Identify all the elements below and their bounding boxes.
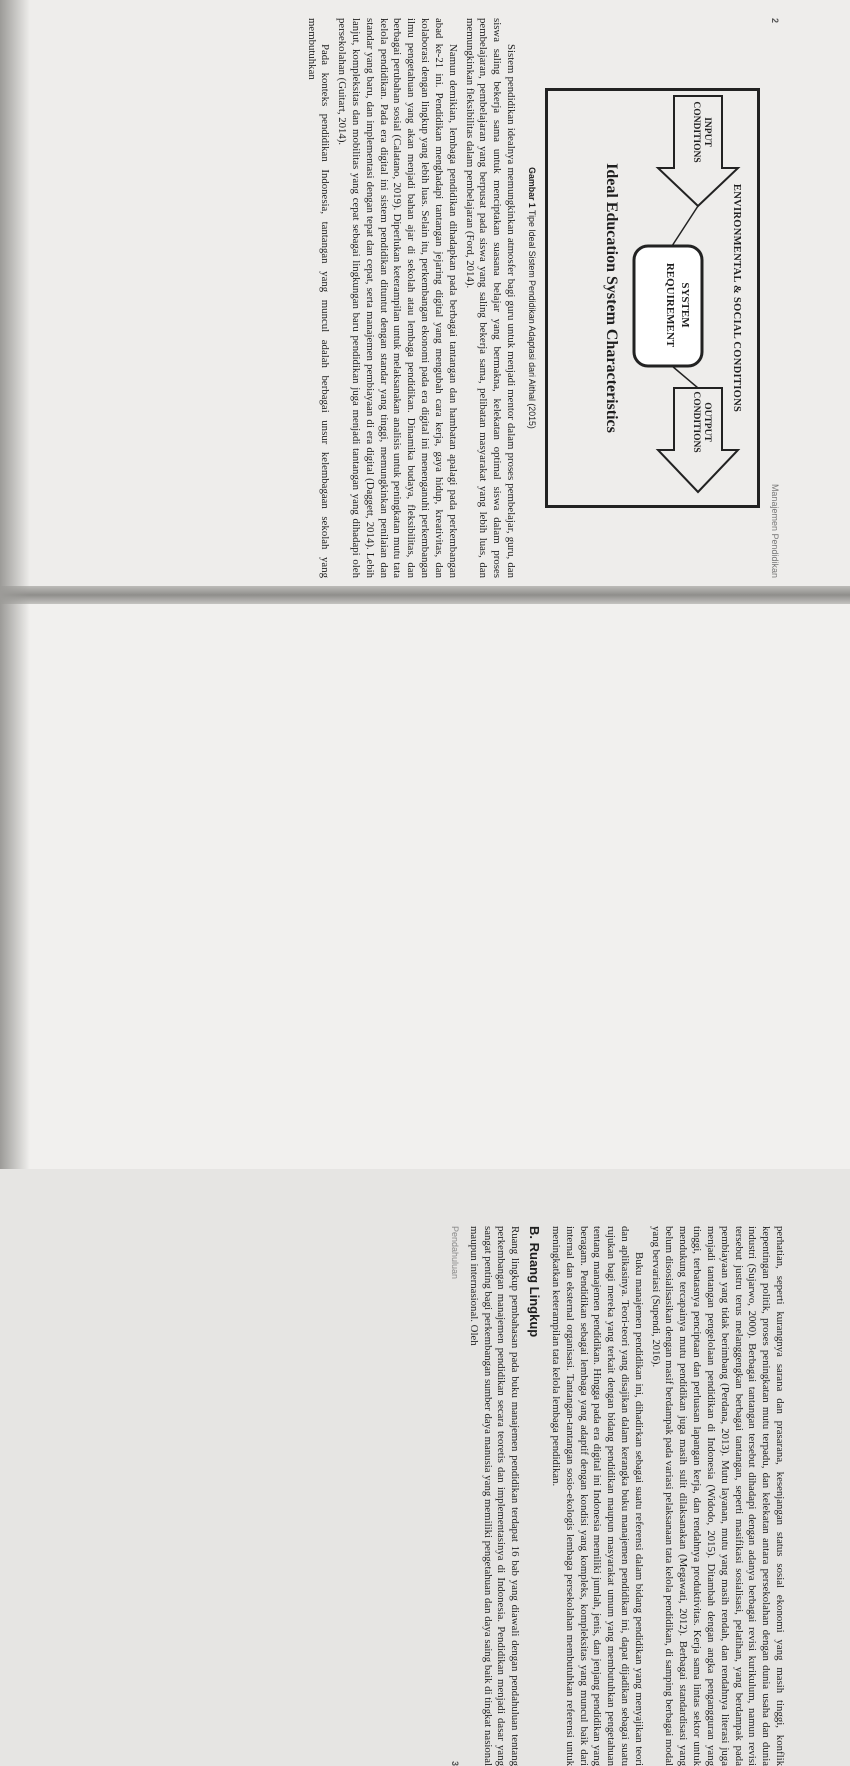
- section-heading: B. Ruang Lingkup: [527, 1226, 543, 1338]
- bottom-page-footer: [450, 1226, 460, 1766]
- output-label: [689, 390, 712, 454]
- output-label-line2: CONDITIONS: [690, 391, 701, 453]
- diagram-arrows: [545, 88, 760, 508]
- top-running-head: Manajemen Pendidikan: [770, 483, 780, 578]
- output-label-line1: OUTPUT: [702, 402, 712, 442]
- caption-text: Tipe Ideal Sistem Pendidikan Adaptasi dari Aithal (2015): [527, 207, 537, 429]
- top-page-content: [60, 18, 780, 578]
- scan-edge-shadow: [0, 0, 30, 1169]
- caption-label: Gambar 1: [527, 167, 537, 208]
- top-page-number: 2: [770, 18, 780, 24]
- top-page: [0, 0, 850, 586]
- system-label-line1: SYSTEM: [679, 282, 691, 328]
- system-label-line2: REQUIREMENT: [664, 262, 677, 348]
- paragraph: Pada konteks pendidikan Indonesia, tantangan yang muncul adalah berbagai unsur kelembagaan sekolah yang membutuhkan: [305, 18, 332, 578]
- bottom-running-head: Pendahuluan: [449, 1226, 460, 1280]
- bottom-page: [0, 604, 850, 1766]
- bottom-page-content: [106, 1226, 786, 1766]
- input-label-line2: CONDITIONS: [690, 101, 701, 163]
- diagram-title: Ideal Education System Characteristics: [603, 163, 620, 433]
- diagram-env-label: ENVIRONMENTAL & SOCIAL CONDITIONS: [731, 183, 742, 413]
- system-label: [662, 255, 692, 355]
- input-label-line1: INPUT: [702, 117, 712, 147]
- education-system-diagram: [545, 88, 760, 508]
- input-label: [689, 98, 712, 166]
- paragraph: Namun demikian, lembaga pendidikan dihadapkan pada berbagai tantangan dan hambatan apalagi pada perkembangan abad ke-21 ini. Pendidikan menghadapi tantangan jejaring digital yang mengubah cara kerja, gaya hidup, kreativitas, dan kolaborasi dengan lingkup yang lebih luas. Selain itu, perkembangan ekonomi pada era digital ini menenganuhi perkembangan ilmu pengetahuan yang akan menjadi bahan ajar di sekolah atau lembaga pendidikan. Dinamika budaya, fleksibilitas, dan berbagai perubahan sosial (Calatano, 2019). Diperlukan keterampilan untuk melaksanakan analisis untuk peningkatan mutu tata kelola pendidikan. Pada era digital ini sistem pendidikan dituntut dengan standar yang tinggi, memungkinkan penilaian dan standar yang baru, dan implementasi dengan tepat dan cepat, serta manajemen pembiayaan di era digital (Daggett, 2014). Lebih lanjut, kompleksitas dan mobilitas yang cepat sebagai lingkungan baru pendidikan juga menjadi tantangan yang dihadapi oleh persekolahan (Guitart, 2014).: [336, 18, 459, 578]
- paragraph: Ruang lingkup pembahasan pada buku manajemen pendidikan terdapat 16 bab yang diawali dengan pendahuluan tentang perkembangan manajemen pendidikan secara teoretis dan implementasinya di Indonesia. Pendidikan menjadi dasar yang sangat penting bagi perkembangan sumber daya manusia yang memiliki pengetahuan dan daya saing baik di tingkat nasional maupun internasional. Oleh: [467, 1226, 522, 1766]
- paragraph: Buku manajemen pendidikan ini, dihadirkan sebagai suatu referensi dalam bidang pendidikan yang menyajikan teori dan aplikasinya. Teori-teori yang disajikan dalam kerangka buku manajemen pendidikan ini, dapat dijadikan sebagai suatu rujukan bagi mereka yang terkait dengan bidang pendidikan maupun masyarakat umum yang membutuhkan pengetahuan tentang manajemen pendidikan. Hingga pada era digital ini Indonesia memiliki jumlah, jenis, dan jenjang pendidikan yang beragam. Pendidikan sebagai lembaga yang adaptif dengan kondisi yang kompleks, kompleksitas yang muncul baik dari internal dan eksternal organisasi. Tantangan-tantangan sosio-ekologis lembaga persekolahan membutuhkan referensi untuk meningkatkan keterampilan tata kelola lembaga pendidikan.: [550, 1226, 645, 1766]
- book-spine-gutter: [0, 586, 850, 604]
- top-page-header: [770, 18, 780, 578]
- paragraph: Sistem pendidikan idealnya memungkinkan atmosfer bagi guru untuk menjadi mentor dalam proses pembelajar, guru, dan siswa saling bekerja sama untuk menciptakan suasana belajar yang bermakna, kelekatan optimal siswa dalam proses pembelajaran, pembelajaran yang berpusat pada siswa yang saling bekerja sama, pelibatan masyarakat yang lebih luas, dan memungkinkan fleksibilitas dalam pembelajaran (Ford, 2014).: [463, 18, 517, 578]
- figure-caption: [527, 18, 537, 578]
- paragraph: perhatian, seperti kurangnya sarana dan prasarana, kesenjangan status sosial ekonomi yang masih tinggi, konflik kepentingan politik, proses peningkatan mutu terpadu, dan kelekatan antara persekolahan dengan dunia usaha dan dunia industri (Sujarwo, 2000). Berbagai tantangan tersebut dihadapi dengan adanya berbagai revisi kurikulum, namun revisi tersebut justru terus melanggengkan berbagai tantangan, seperti masifikasi sosialisasi, pelatihan, yang berdampak pada pembiayaan yang tidak berimbang (Perdana, 2013). Mutu layanan, mutu yang masih rendah, dan rendahnya literasi juga menjadi tantangan pengelolaan pendidikan di Indonesia (Widodo, 2015). Ditambah dengan angka pengangguran yang tinggi, terbatasnya penciptaan dan perluasan lapangan kerja, dan rendahnya produktivitas. Kerja sama lintas sektor untuk mendukung tercapainya mutu pendidikan juga masih sulit dilaksanakan (Megawati, 2012). Berbagai standardisasi yang belum disosialisasikan dengan masif berdampak pada variasi pelaksanaan tata kelola pendidikan, di samping berbagai modal yang bervariasi (Supendi, 2016).: [649, 1226, 786, 1766]
- bottom-page-number: 3: [449, 1760, 460, 1766]
